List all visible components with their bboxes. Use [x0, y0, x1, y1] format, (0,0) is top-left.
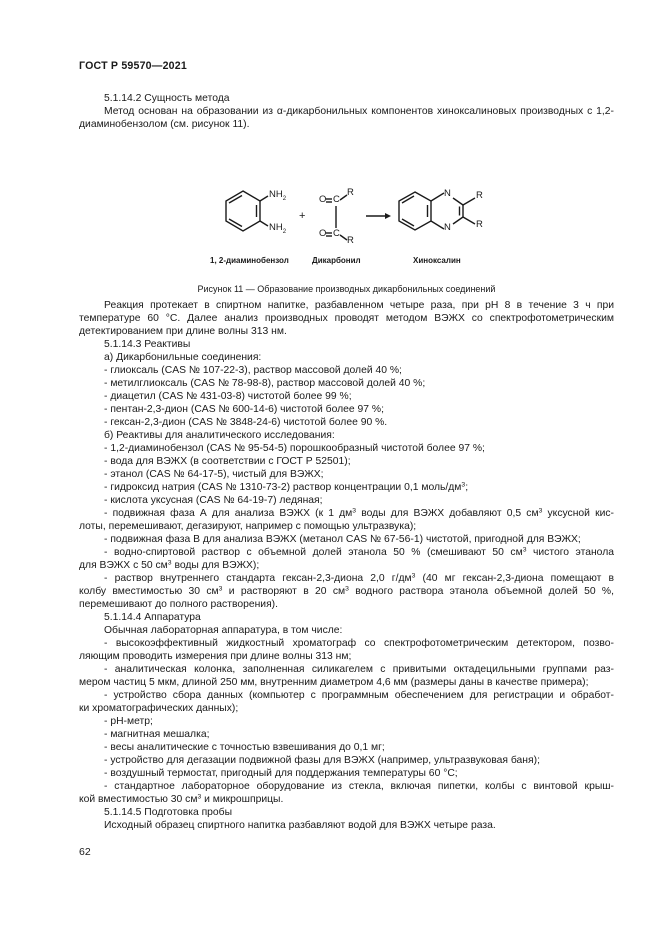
- list-item: - пентан-2,3-дион (CAS № 600-14-6) чистотой более 97 %;: [104, 404, 384, 415]
- list-item: - метилглиоксаль (CAS № 78-98-8), раствор массовой долей 40 %;: [104, 378, 426, 389]
- list-item: - вода для ВЭЖХ (в соответствии с ГОСТ Р 52501);: [104, 456, 351, 467]
- oxygen-bottom: O: [319, 228, 327, 239]
- section-heading-reagents: 5.1.14.3 Реактивы: [104, 339, 191, 350]
- label-dicarbonyl: Дикарбонил: [312, 256, 361, 265]
- nitrogen-top: N: [444, 188, 451, 199]
- list-item: - диацетил (CAS № 431-03-8) чистотой более 99 %;: [104, 391, 352, 402]
- nh2-top: $NH_2$: [269, 189, 287, 202]
- list-item: - глиоксаль (CAS № 107-22-3), раствор массовой долей 40 %;: [104, 365, 402, 376]
- figure-caption: Рисунок 11 — Образование производных дикарбонильных соединений: [197, 284, 496, 294]
- page-number: 62: [79, 846, 91, 858]
- principle-text: Метод основан на образовании из α-дикарбонильных компонентов хиноксалиновых производных с 1,2-диаминобензолом (см. рисунок 11).: [79, 106, 614, 130]
- carbon-bottom: C: [333, 228, 340, 239]
- reaction-scheme: [79, 135, 614, 273]
- nitrogen-bottom: N: [444, 222, 451, 233]
- list-item-phase-a-cont: лоты, перемешивают, дегазируют, например с помощью ультразвука);: [79, 521, 417, 532]
- reaction-arrow-icon: [385, 213, 391, 219]
- list-item-daq-cont: ки хроматографических данных);: [79, 703, 239, 714]
- r-bottom-quinoxaline: R: [476, 219, 483, 230]
- list-item-phase-a: - подвижная фаза А для анализа ВЭЖХ (к 1 $дм^3$ воды для ВЭЖХ добавляют 0,5 $см^3$ уксусной кис-: [104, 507, 615, 519]
- document-body: [79, 92, 614, 832]
- figure-11: [79, 135, 614, 294]
- list-item: - воздушный термостат, пригодный для поддержания температуры 60 °С;: [104, 768, 458, 779]
- list-item-daq: - устройство сбора данных (компьютер с программным обеспечением для регистрации и обработ-: [104, 690, 614, 701]
- carbon-top: C: [333, 194, 340, 205]
- list-item: - устройство для дегазации подвижной фазы для ВЭЖХ (например, ультразвуковая баня);: [104, 755, 540, 766]
- r-top-dicarbonyl: R: [347, 187, 354, 198]
- list-item-glassware-cont: кой вместимостью 30 $см^3$ и микрошприцы.: [79, 793, 284, 805]
- section-heading-apparatus: 5.1.14.4 Аппаратура: [104, 612, 201, 623]
- r-bottom-dicarbonyl: R: [347, 235, 354, 246]
- document-header: ГОСТ Р 59570—2021: [79, 60, 187, 72]
- list-item: - кислота уксусная (CAS № 64-19-7) ледяная;: [104, 495, 323, 506]
- list-item: - 1,2-диаминобензол (CAS № 95-54-5) порошкообразный чистотой более 97 %;: [104, 443, 485, 454]
- list-item-hydroalcoholic-cont: для ВЭЖХ с 50 $см^3$ воды для ВЭЖХ);: [79, 559, 260, 571]
- plus-sign: +: [299, 210, 306, 222]
- list-item-internal-standard: - раствор внутреннего стандарта гексан-2,3-диона 2,0 $г/дм^3$ (40 мг гексан-2,3-диона помещают в: [104, 572, 614, 584]
- list-item-internal-standard-cont: колбу вместимостью 30 $см^3$ и растворяют в 20 $см^3$ водного раствора этанола объемной долей 50 %,: [79, 585, 614, 597]
- list-item-naoh: - гидроксид натрия (CAS № 1310-73-2) раствор концентрации 0,1 моль/$дм^3$;: [104, 481, 469, 493]
- list-item-phase-b: - подвижная фаза В для анализа ВЭЖХ (метанол CAS № 67-56-1) чистотой, пригодной для ВЭЖХ;: [104, 534, 581, 545]
- list-item: - гексан-2,3-дион (CAS № 3848-24-6) чистотой более 90 %.: [104, 417, 388, 428]
- section-heading-principle: 5.1.14.2 Сущность метода: [104, 93, 230, 104]
- reagents-group-b-title: б) Реактивы для аналитического исследования:: [104, 430, 335, 441]
- label-diaminobenzene: 1, 2-диаминобензол: [210, 256, 289, 265]
- list-item-hydroalcoholic: - водно-спиртовой раствор с объемной долей этанола 50 % (смешивают 50 $см^3$ чистого этанола: [104, 546, 614, 558]
- section-heading-sample-prep: 5.1.14.5 Подготовка пробы: [104, 807, 233, 818]
- list-item-glassware: - стандартное лабораторное оборудование из стекла, включая пипетки, колбы с винтовой крыш-: [104, 781, 614, 792]
- list-item-hplc: - высокоэффективный жидкостный хроматограф со спектрофотометрическим детектором, позво-: [104, 638, 614, 649]
- r-top-quinoxaline: R: [476, 190, 483, 201]
- list-item-column-cont: мером частиц 5 мкм, длиной 250 мм, внутренним диаметром 4,6 мм (размеры даны в качестве примера);: [79, 677, 589, 688]
- list-item-hplc-cont: ляющим проводить измерения при длине волны 313 нм;: [79, 651, 352, 662]
- label-quinoxaline: Хиноксалин: [413, 256, 461, 265]
- nh2-bottom: $NH_2$: [269, 222, 287, 235]
- apparatus-intro: Обычная лабораторная аппаратура, в том числе:: [104, 625, 343, 636]
- list-item-internal-standard-end: перемешивают до полного растворения).: [79, 599, 278, 610]
- reaction-text: Реакция протекает в спиртном напитке, разбавленном четыре раза, при pH 8 в течение 3 ч при температуре 60 °С. Далее анализ производных проводят методом ВЭЖХ со спектрофотометрическим детектированием при длине волны 313 нм.: [79, 300, 614, 337]
- list-item: - этанол (CAS № 64-17-5), чистый для ВЭЖХ;: [104, 469, 324, 480]
- list-item-column: - аналитическая колонка, заполненная силикагелем с привитыми октадецильными группами раз-: [104, 664, 614, 675]
- quinoxaline-benzo-ring: [399, 192, 431, 230]
- reagents-group-a-title: а) Дикарбонильные соединения:: [104, 352, 262, 363]
- list-item: - весы аналитические с точностью взвешивания до 0,1 мг;: [104, 742, 385, 753]
- list-item: - магнитная мешалка;: [104, 729, 210, 740]
- list-item: - pH-метр;: [104, 716, 153, 727]
- oxygen-top: O: [319, 194, 327, 205]
- benzene-ring: [226, 191, 260, 231]
- sample-prep-text: Исходный образец спиртного напитка разбавляют водой для ВЭЖХ четыре раза.: [104, 820, 496, 831]
